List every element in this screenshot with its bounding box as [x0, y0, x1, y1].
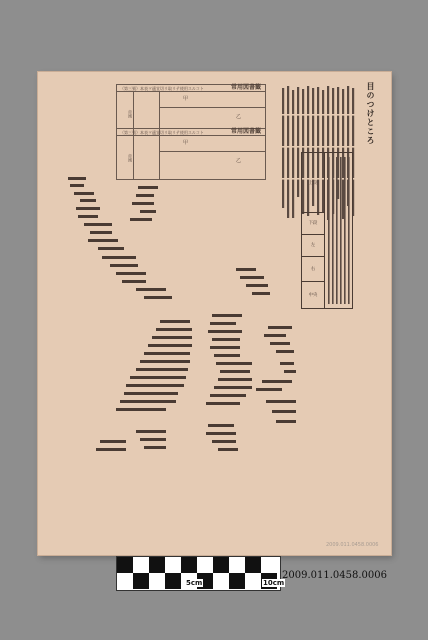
legend-row: 中央 [308, 292, 318, 298]
stamp-left-label: 帝國 [117, 92, 134, 135]
catalog-number: 2009.011.0458.0006 [282, 570, 387, 581]
stamp-title: 常用図書籤 [230, 128, 261, 135]
map-area [40, 100, 300, 455]
handwritten-note: 2009.011.0458.0006 [326, 542, 379, 548]
legend-row: 右 [302, 256, 324, 282]
scale-square [165, 573, 181, 589]
stamp-left-label: 帝國 [117, 136, 134, 179]
stamp-cell-b: 乙 [235, 158, 241, 164]
map-labels-graphic [40, 100, 300, 455]
scale-label-5cm: 5cm [186, 579, 203, 587]
legend-row: 左 [302, 234, 324, 257]
stamp-cell-a: 甲 [182, 140, 188, 146]
legend-row: 下段 [302, 212, 324, 235]
page-heading: 目のつけところ [366, 82, 376, 145]
scale-square [245, 557, 261, 573]
scale-square [213, 557, 229, 573]
stamp-cell-b: 乙 [235, 114, 241, 120]
legend-box [301, 152, 353, 309]
scale-square [181, 557, 197, 573]
stamp-header-note: （第三號）本表ヲ適宜切リ取リテ使用スルコト [117, 85, 265, 92]
scale-square [229, 573, 245, 589]
scale-bar [116, 556, 285, 591]
legend-row: 上段 [302, 153, 324, 213]
stamp-header-note: （第三號）本表ヲ適宜切リ取リテ使用スルコト [117, 129, 265, 136]
scale-square [149, 557, 165, 573]
legend-column [324, 153, 353, 308]
scale-label-10cm: 10cm [263, 579, 285, 587]
scale-square [117, 557, 133, 573]
legend-text-graphic [325, 153, 353, 308]
scale-square [133, 573, 149, 589]
stamp-title: 常用図書籤 [230, 84, 261, 91]
stamp-cell-a: 甲 [182, 96, 188, 102]
